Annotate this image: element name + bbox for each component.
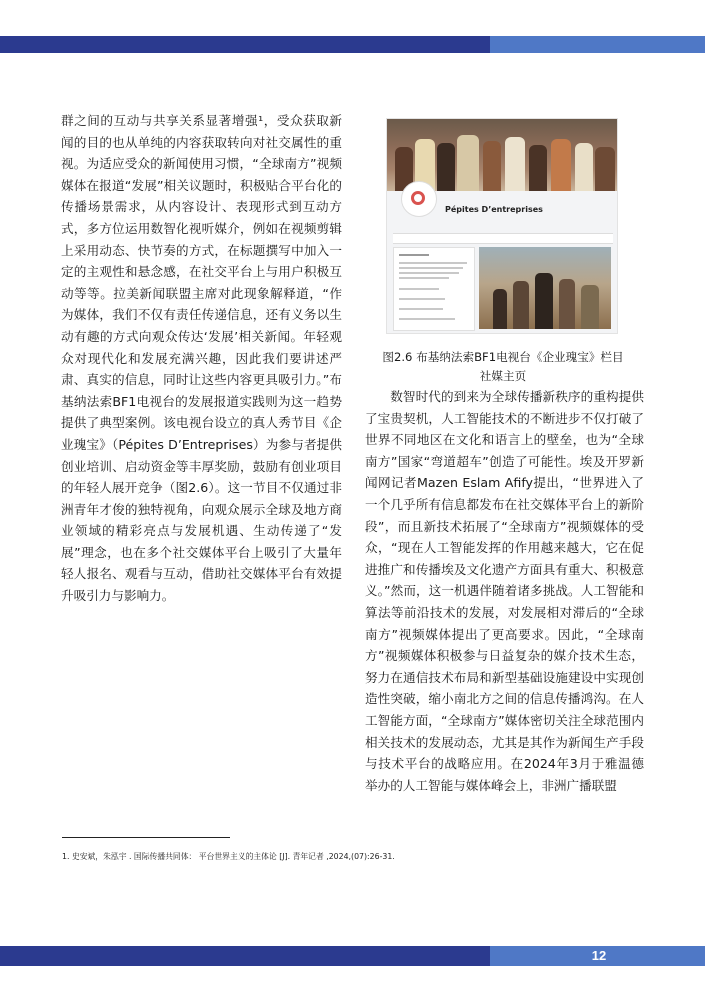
figure-caption-line-2: 社媒主页 [479, 369, 527, 383]
right-column-paragraph: 数智时代的到来为全球传播新秩序的重构提供了宝贵契机，人工智能技术的不断进步不仅打破了世界不同地区在文化和语言上的壁垒，也为“全球南方”国家“弯道超车”创造了可能性。埃及开罗新闻网记者Mazen Eslam Afify提出，“世界进入了一个几乎所有信息都发布在社交媒体平台上的新阶段”，而且新技术拓展了“全球南方”视频媒体的受众，“现在人工智能发挥的作用越来越大，它在促进推广和传播埃及文化遗产方面具有重大、积极意义。”然而，这一机遇伴随着诸多挑战。人工智能和算法等前沿技术的发展，对发展相对滞后的“全球南方”视频媒体提出了更高要求。因此，“全球南方”视频媒体积极参与日益复杂的媒介技术生态，努力在通信技术布局和新型基础设施建设中实现创造性突破，缩小南北方之间的信息传播鸿沟。在人工智能方面，“全球南方”媒体密切关注全球范围内相关技术的发展动态，尤其是其作为新闻生产手段与技术平台的战略应用。在2024年3月于雅温德举办的人工智能与媒体峰会上，非洲广播联盟 [365, 389, 644, 793]
figure-caption [374, 348, 632, 386]
footer-band-dark [0, 946, 490, 966]
header-band-dark [0, 36, 490, 53]
footnote: 1. 史安斌，朱泓宇 . 国际传播共同体： 平台世界主义的主体论 [J]. 青年记者 ,2024,(07):26-31. [62, 852, 395, 861]
figure-caption-line-1: 图2.6 布基纳法索BF1电视台《企业瑰宝》栏目 [382, 350, 624, 364]
left-column [61, 110, 342, 607]
brand-logo-icon [401, 181, 437, 217]
outdoor-event-photo [479, 247, 611, 329]
footnote-divider [62, 837, 230, 838]
profile-tabs [393, 233, 613, 244]
figure-image [386, 118, 618, 334]
header-band [0, 36, 705, 53]
brand-name: Pépites D’entreprises [445, 205, 543, 214]
page-number: 12 [591, 948, 607, 963]
header-band-light [490, 36, 705, 53]
left-column-paragraph: 群之间的互动与共享关系显著增强¹，受众获取新闻的目的也从单纯的内容获取转向对社交属性的重视。为适应受众的新闻使用习惯，“全球南方”视频媒体在报道“发展”相关议题时，积极贴合平台化的传播场景需求，从内容设计、表现形式到互动方式，多方位运用数智化视听媒介，例如在视频剪辑上采用动态、快节奏的方式，在标题撰写中加入一定的主观性和悬念感，在社交平台上与用户积极互动等等。拉美新闻联盟主席对此现象解释道，“作为媒体，我们不仅有责任传递信息，还有义务以生动有趣的方式向观众传达‘发展’相关新闻。年轻观众对现代化和发展充满兴趣，因此我们要讲述严肃、真实的信息，同时让这些内容更具吸引力。”布基纳法索BF1电视台的发展报道实践则为这一趋势提供了典型案例。该电视台设立的真人秀节目《企业瑰宝》（Pépites D’Entreprises）为参与者提供创业培训、启动资金等丰厚奖励，鼓励有创业项目的年轻人展开竞争（图2.6）。这一节目不仅通过非洲青年才俊的独特视角，向观众展示全球及地方商业领域的精彩亮点与发展机遇、生动传递了“发展”理念，也在多个社交媒体平台上吸引了大量年轻人报名、观看与互动，借助社交媒体平台有效提升吸引力与影响力。 [61, 113, 342, 604]
right-column [365, 386, 644, 796]
profile-intro-card [393, 247, 475, 331]
